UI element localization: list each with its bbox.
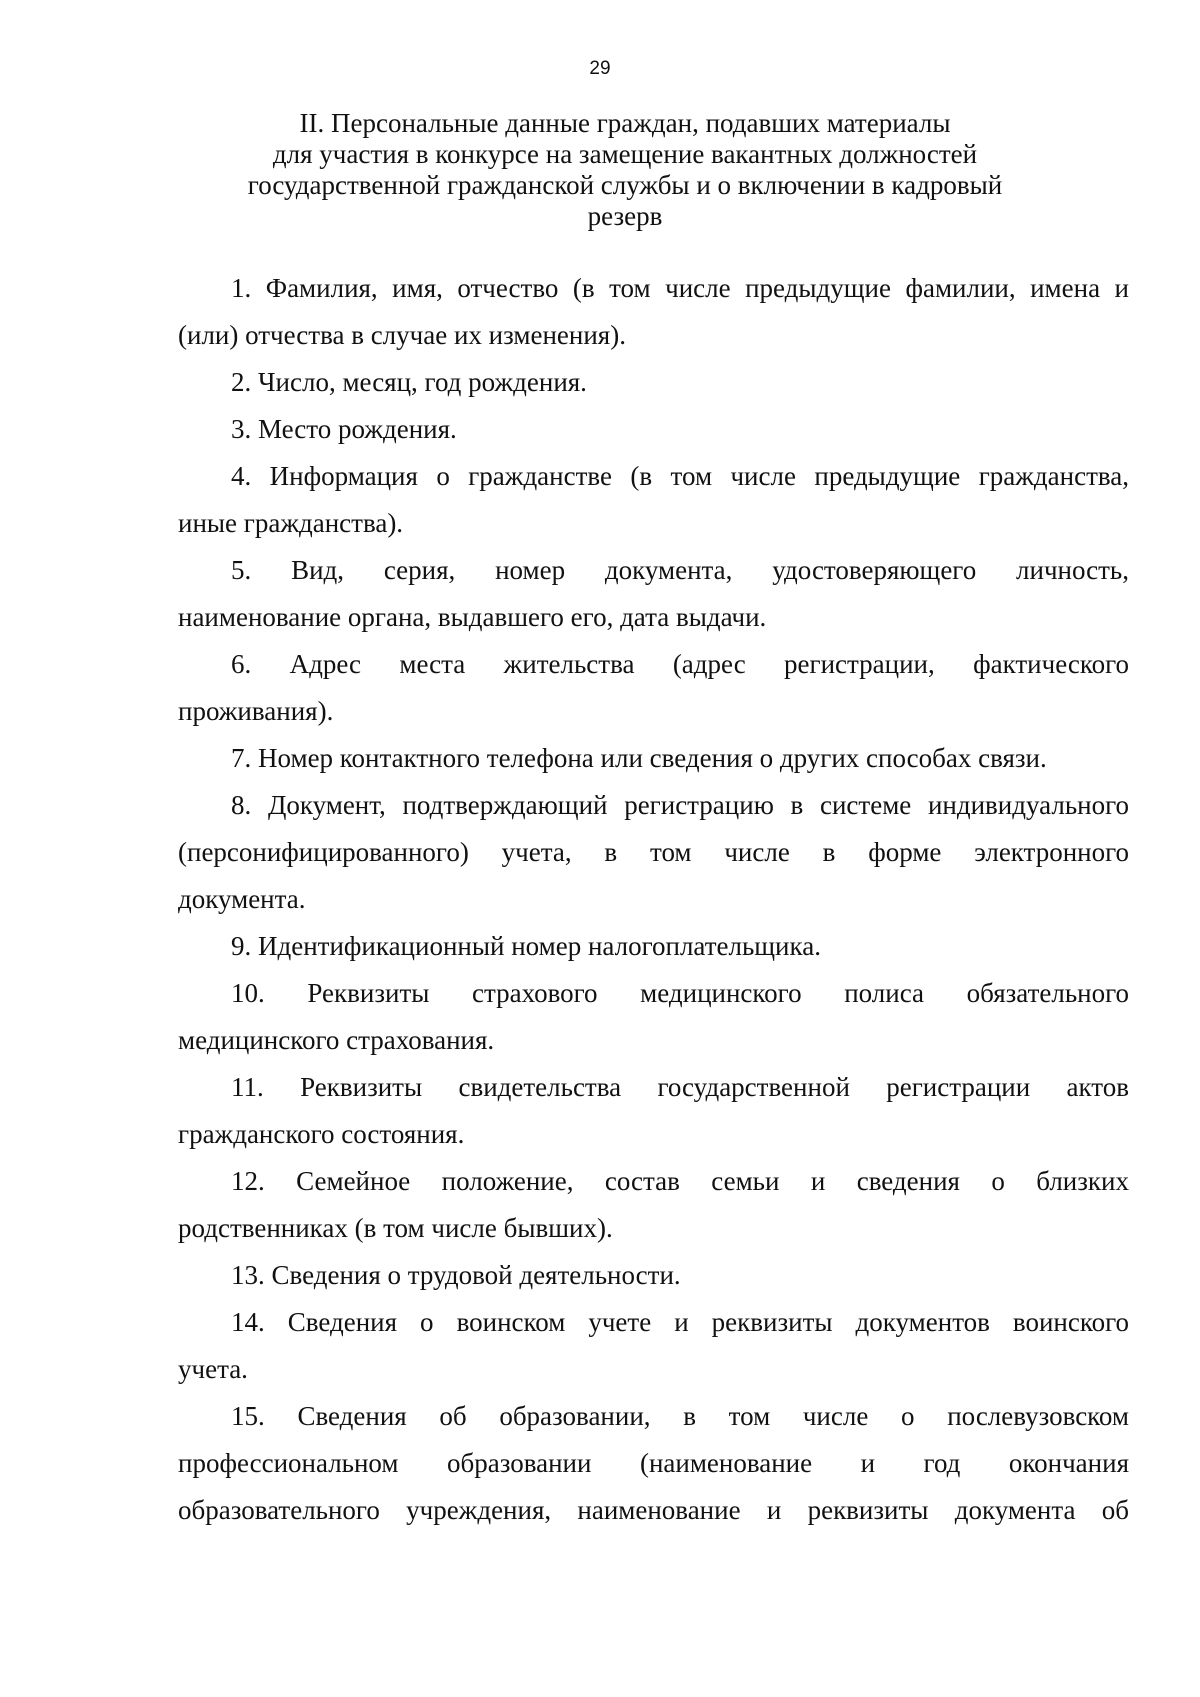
- heading-line: для участия в конкурсе на замещение вакантных должностей: [272, 139, 978, 169]
- personal-data-list: [178, 265, 1129, 1534]
- item-line: профессиональном образовании (наименование и год окончания: [178, 1448, 1129, 1478]
- item-line: 2. Число, месяц, год рождения.: [231, 367, 587, 397]
- heading-line: II. Персональные данные граждан, подавших материалы: [299, 108, 951, 138]
- list-item-7: [178, 735, 1129, 782]
- list-item-5: [178, 547, 1129, 641]
- item-line: 3. Место рождения.: [231, 414, 457, 444]
- list-item-10: [178, 970, 1129, 1064]
- item-line: иные гражданства).: [178, 508, 404, 538]
- list-item-6: [178, 641, 1129, 735]
- list-item-9: [178, 923, 1129, 970]
- item-line: 6. Адрес места жительства (адрес регистрации, фактического: [231, 649, 1129, 679]
- list-item-13: [178, 1252, 1129, 1299]
- item-line: 10. Реквизиты страхового медицинского полиса обязательного: [231, 978, 1129, 1008]
- item-line: 8. Документ, подтверждающий регистрацию в системе индивидуального: [231, 790, 1129, 820]
- list-item-8: [178, 782, 1129, 923]
- item-line: 15. Сведения об образовании, в том числе о послевузовском: [231, 1401, 1129, 1431]
- list-item-14: [178, 1299, 1129, 1393]
- item-line: медицинского страхования.: [178, 1025, 495, 1055]
- item-line: учета.: [178, 1354, 248, 1384]
- list-item-11: [178, 1064, 1129, 1158]
- item-line: наименование органа, выдавшего его, дата выдачи.: [178, 602, 767, 632]
- page-number: 29: [589, 58, 611, 79]
- list-item-12: [178, 1158, 1129, 1252]
- item-line: 12. Семейное положение, состав семьи и сведения о близких: [231, 1166, 1129, 1196]
- list-item-3: [178, 406, 1129, 453]
- item-line: образовательного учреждения, наименование и реквизиты документа об: [178, 1495, 1129, 1525]
- list-item-15: [178, 1393, 1129, 1534]
- item-line: 1. Фамилия, имя, отчество (в том числе предыдущие фамилии, имена и: [231, 273, 1129, 303]
- item-line: 11. Реквизиты свидетельства государственной регистрации актов: [231, 1072, 1129, 1102]
- item-line: 4. Информация о гражданстве (в том числе предыдущие гражданства,: [231, 461, 1129, 491]
- list-item-1: [178, 265, 1129, 359]
- heading-line: государственной гражданской службы и о включении в кадровый: [247, 170, 1003, 200]
- item-line: гражданского состояния.: [178, 1119, 465, 1149]
- item-line: 7. Номер контактного телефона или сведения о других способах связи.: [231, 743, 1047, 773]
- item-line: 14. Сведения о воинском учете и реквизиты документов воинского: [231, 1307, 1129, 1337]
- item-line: проживания).: [178, 696, 334, 726]
- section-heading: [200, 108, 1050, 232]
- item-line: 13. Сведения о трудовой деятельности.: [231, 1260, 681, 1290]
- item-line: (или) отчества в случае их изменения).: [178, 320, 626, 350]
- item-line: 9. Идентификационный номер налогоплательщика.: [231, 931, 821, 961]
- item-line: родственниках (в том числе бывших).: [178, 1213, 613, 1243]
- item-line: документа.: [178, 884, 306, 914]
- item-line: 5. Вид, серия, номер документа, удостоверяющего личность,: [231, 555, 1129, 585]
- list-item-4: [178, 453, 1129, 547]
- heading-line: резерв: [587, 201, 663, 231]
- list-item-2: [178, 359, 1129, 406]
- item-line: (персонифицированного) учета, в том числе в форме электронного: [178, 837, 1129, 867]
